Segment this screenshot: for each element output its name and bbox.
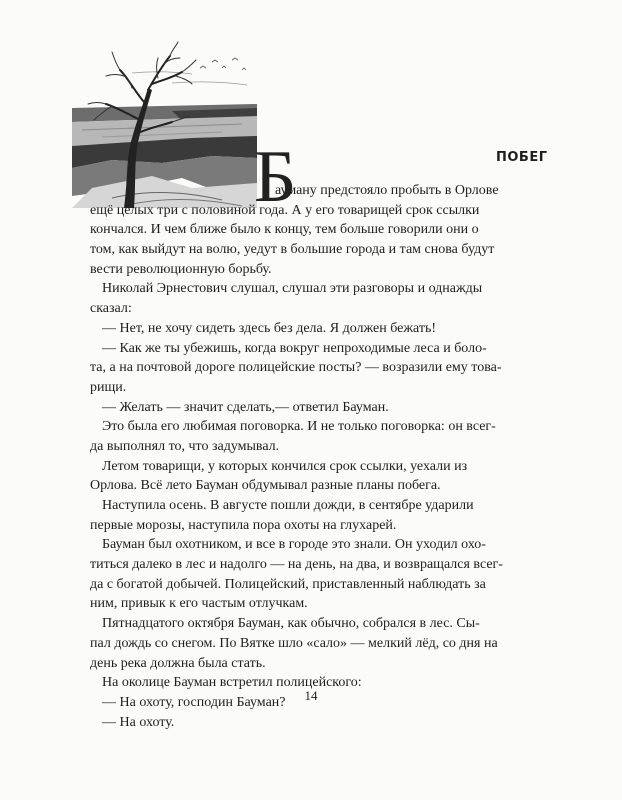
text-line: титься далеко в лес и надолго — на день, на два, и возвращался всег- (90, 557, 503, 573)
text-line: пал дождь со снегом. По Вятке шло «сало» — мелкий лёд, со дня на (90, 635, 498, 651)
text-line: Орлова. Всё лето Бауман обдумывал разные планы побега. (90, 478, 441, 494)
drop-cap-letter: Б (254, 136, 297, 218)
text-line: та, а на почтовой дороге полицейские посты? — возразили ему това- (90, 360, 502, 376)
text-line: — Как же ты убежишь, когда вокруг непроходимые леса и боло- (102, 340, 487, 356)
text-line: первые морозы, наступила пора охоты на глухарей. (90, 517, 397, 533)
text-line: Бауман был охотником, и все в городе это знали. Он уходил охо- (102, 537, 486, 553)
text-line: ауману предстояло пробыть в Орлове (275, 183, 499, 198)
text-line: — На охоту, господин Бауман? (102, 694, 286, 710)
text-line: день река должна была стать. (90, 655, 266, 671)
body-text (90, 181, 545, 732)
text-line: да с богатой добычей. Полицейский, приставленный наблюдать за (90, 576, 486, 592)
text-line: сказал: (90, 301, 132, 317)
page-number: 14 (304, 688, 318, 703)
text-line: вести революционную борьбу. (90, 261, 272, 277)
text-line: — Нет, не хочу сидеть здесь без дела. Я должен бежать! (102, 320, 437, 336)
text-line: рищи. (90, 379, 127, 395)
text-line: ним, привык к его частым отлучкам. (90, 596, 308, 612)
chapter-title: ПОБЕГ (496, 150, 548, 165)
text-line: Это была его любимая поговорка. И не только поговорка: он всег- (102, 419, 496, 435)
text-line: — На охоту. (102, 714, 175, 730)
text-line: кончался. И чем ближе было к концу, тем больше говорили они о (90, 222, 479, 238)
text-line: — Желать — значит сделать,— ответил Бауман. (102, 399, 389, 415)
text-line: Летом товарищи, у которых кончился срок ссылки, уехали из (102, 458, 468, 474)
text-line: ещё целых три с половиной года. А у его товарищей срок ссылки (90, 202, 480, 218)
text-line: Николай Эрнестович слушал, слушал эти разговоры и однажды (102, 281, 483, 297)
text-line: да выполнял то, что задумывал. (90, 438, 280, 454)
text-line: том, как выйдут на волю, уедут в большие города и там снова будут (90, 242, 495, 258)
text-line: Пятнадцатого октября Бауман, как обычно, собрался в лес. Сы- (102, 616, 480, 632)
text-line: Наступила осень. В августе пошли дожди, в сентябре ударили (102, 498, 474, 513)
text-line: На околице Бауман встретил полицейского: (102, 675, 362, 691)
